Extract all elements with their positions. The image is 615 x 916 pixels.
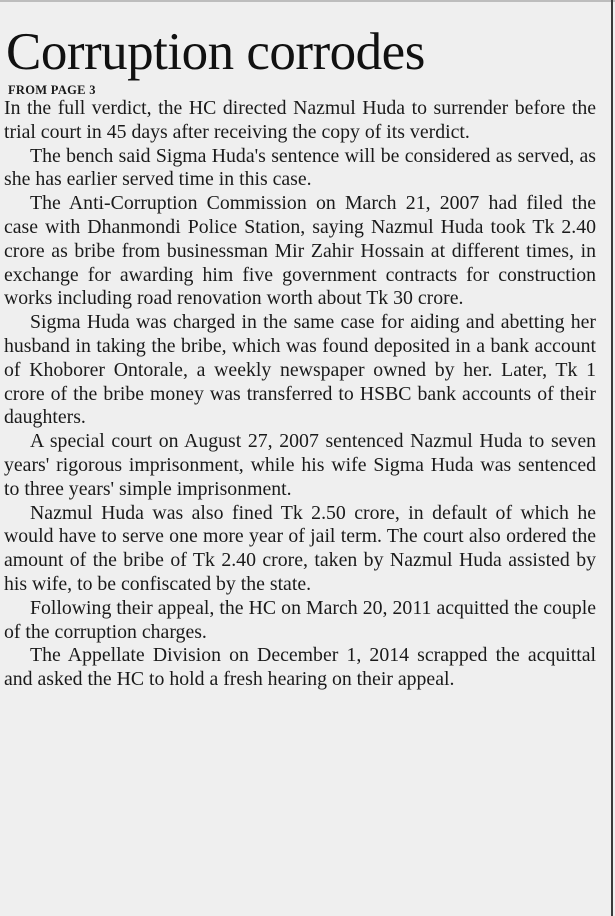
article-paragraph: Nazmul Huda was also fined Tk 2.50 crore, in default of which he would have to serve one more year of jail term. The court also ordered the amount of the bribe of Tk 2.40 crore, taken by Nazmul Huda assisted by his wife, to be confiscated by the state. <box>4 501 596 595</box>
article-paragraph: The Appellate Division on December 1, 2014 scrapped the acquittal and asked the HC to hold a fresh hearing on their appeal. <box>4 644 596 691</box>
article-paragraph: Sigma Huda was charged in the same case for aiding and abetting her husband in taking the bribe, which was found deposited in a bank account of Khoborer Ontorale, a weekly newspaper owned by her. Later, Tk 1 crore of the bribe money was transferred to HSBC bank accounts of their daughters. <box>4 311 596 429</box>
news-article <box>4 0 596 692</box>
continued-from-label: FROM PAGE 3 <box>8 83 96 97</box>
article-paragraph: Following their appeal, the HC on March 20, 2011 acquitted the couple of the corruption charges. <box>4 596 596 643</box>
article-paragraph: A special court on August 27, 2007 sentenced Nazmul Huda to seven years' rigorous imprisonment, while his wife Sigma Huda was sentenced to three years' simple imprisonment. <box>4 430 596 500</box>
article-paragraph: The bench said Sigma Huda's sentence will be considered as served, as she has earlier served time in this case. <box>4 144 596 191</box>
column-rule <box>611 0 613 916</box>
article-paragraph: In the full verdict, the HC directed Nazmul Huda to surrender before the trial court in 45 days after receiving the copy of its verdict. <box>4 97 596 143</box>
headline: Corruption corrodes <box>6 23 425 81</box>
article-paragraph: The Anti-Corruption Commission on March 21, 2007 had filed the case with Dhanmondi Police Station, saying Nazmul Huda took Tk 2.40 crore as bribe from businessman Mir Zahir Hossain at different times, in exchange for awarding him five government contracts for construction works including road renovation worth about Tk 30 crore. <box>4 192 596 310</box>
